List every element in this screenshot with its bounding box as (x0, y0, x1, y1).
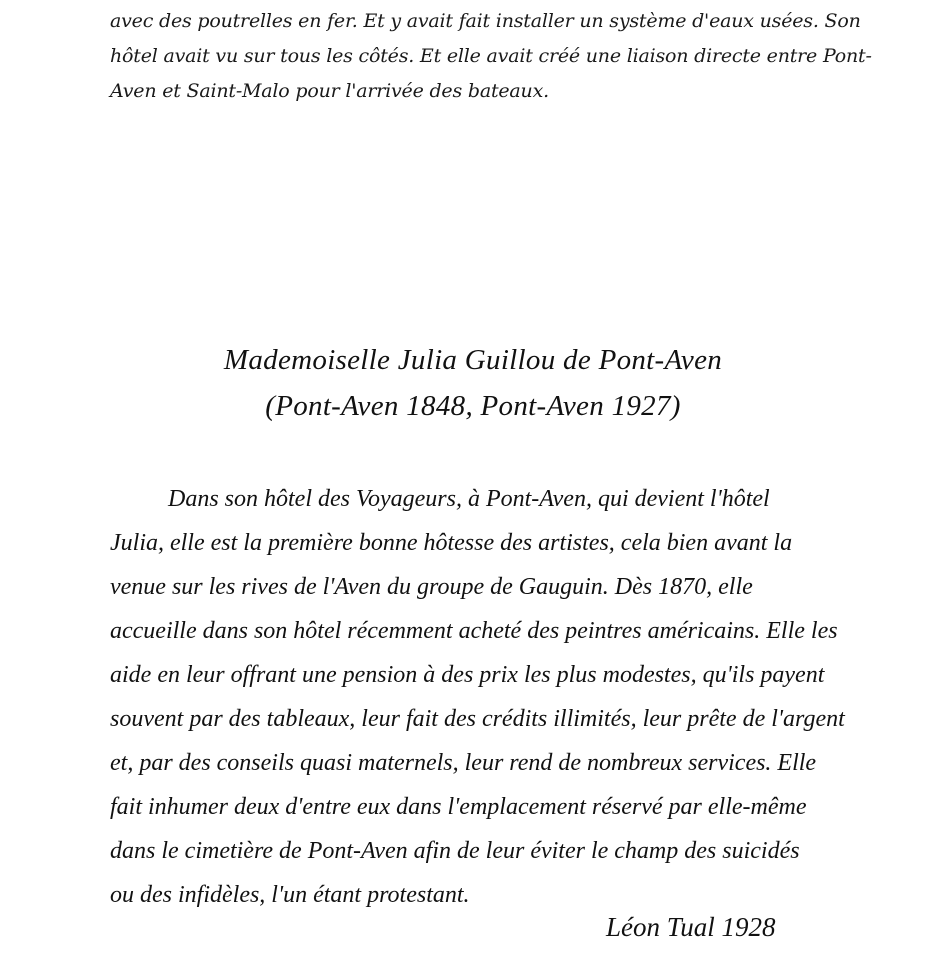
quote-line: venue sur les rives de l'Aven du groupe de Gauguin. Dès 1870, elle (110, 574, 753, 600)
quote-line: Julia, elle est la première bonne hôtesse des artistes, cela bien avant la (110, 530, 793, 556)
quote-title: Mademoiselle Julia Guillou de Pont-Aven (223, 344, 723, 376)
quote-line: dans le cimetière de Pont-Aven afin de leur éviter le champ des suicidés (110, 838, 800, 864)
intro-line: Aven et Saint-Malo pour l'arrivée des bateaux. (110, 80, 549, 102)
quote-line: et, par des conseils quasi maternels, leur rend de nombreux services. Elle (110, 750, 817, 776)
intro-line: avec des poutrelles en fer. Et y avait fait installer un système d'eaux usées. Son (110, 10, 861, 32)
quote-line: fait inhumer deux d'entre eux dans l'emplacement réservé par elle-même (110, 794, 807, 820)
quote-dates: (Pont-Aven 1848, Pont-Aven 1927) (265, 390, 681, 422)
author-signature: Léon Tual 1928 (606, 912, 776, 942)
quote-body (110, 477, 845, 917)
intro-line: hôtel avait vu sur tous les côtés. Et elle avait créé une liaison directe entre Pont- (110, 45, 872, 67)
quote-line: Dans son hôtel des Voyageurs, à Pont-Aven, qui devient l'hôtel (168, 486, 770, 512)
quote-line: souvent par des tableaux, leur fait des crédits illimités, leur prête de l'argent (110, 706, 845, 732)
quote-line: ou des infidèles, l'un étant protestant. (110, 882, 470, 908)
quote-line: accueille dans son hôtel récemment acheté des peintres américains. Elle les (110, 618, 838, 644)
quote-line: aide en leur offrant une pension à des prix les plus modestes, qu'ils payent (110, 662, 825, 688)
intro-paragraph (110, 4, 872, 109)
